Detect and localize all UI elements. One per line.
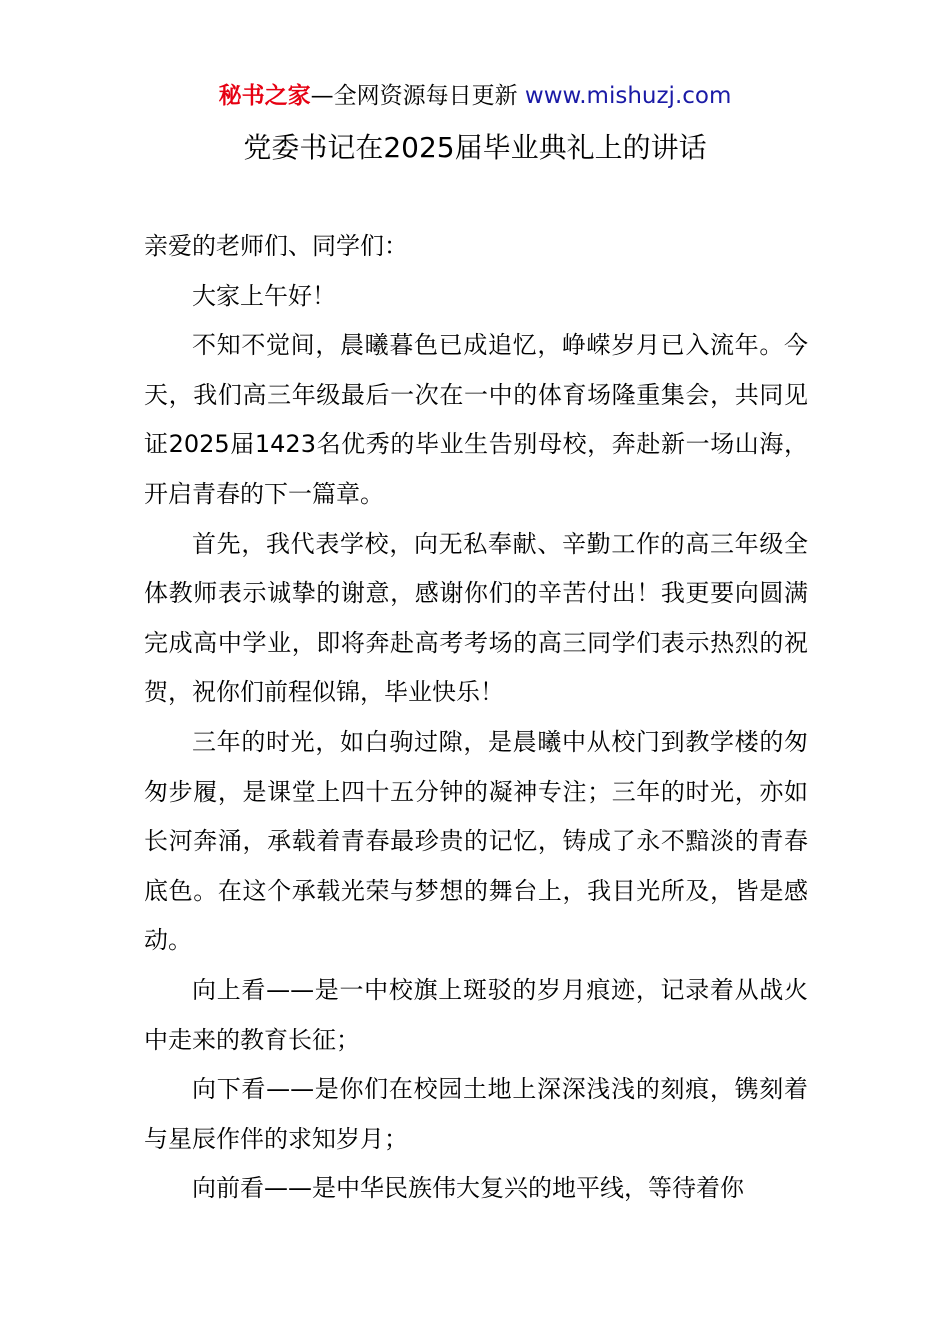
paragraph: 向上看——是一中校旗上斑驳的岁月痕迹，记录着从战火中走来的教育长征； xyxy=(144,975,808,1054)
paragraph: 大家上午好！ xyxy=(192,281,336,310)
paragraph: 不知不觉间，晨曦暮色已成追忆，峥嵘岁月已入流年。今天，我们高三年级最后一次在一中的体育场隆重集会，共同见证2025届1423名优秀的毕业生告别母校，奔赴新一场山海，开启青春的下一篇章。 xyxy=(144,331,808,508)
site-brand: 秘书之家 xyxy=(218,83,311,109)
paragraph: 首先，我代表学校，向无私奉献、辛勤工作的高三年级全体教师表示诚挚的谢意，感谢你们的辛苦付出！我更要向圆满完成高中学业，即将奔赴高考考场的高三同学们表示热烈的祝贺，祝你们前程似锦，毕业快乐！ xyxy=(144,529,808,707)
paragraph: 三年的时光，如白驹过隙，是晨曦中从校门到教学楼的匆匆步履，是课堂上四十五分钟的凝神专注；三年的时光，亦如长河奔涌，承载着青春最珍贵的记忆，铸成了永不黯淡的青春底色。在这个承载光荣与梦想的舞台上，我目光所及，皆是感动。 xyxy=(144,727,808,955)
document-body xyxy=(144,222,808,1214)
document-title: 党委书记在2025届毕业典礼上的讲话 xyxy=(243,131,707,164)
site-header xyxy=(0,80,950,112)
site-slogan: —全网资源每日更新 xyxy=(310,83,518,109)
site-url[interactable]: www.mishuzj.com xyxy=(524,83,732,109)
paragraph: 向下看——是你们在校园土地上深深浅浅的刻痕，镌刻着与星辰作伴的求知岁月； xyxy=(144,1075,808,1153)
paragraph: 向前看——是中华民族伟大复兴的地平线，等待着你 xyxy=(192,1174,744,1203)
salutation: 亲爱的老师们、同学们： xyxy=(144,232,408,260)
